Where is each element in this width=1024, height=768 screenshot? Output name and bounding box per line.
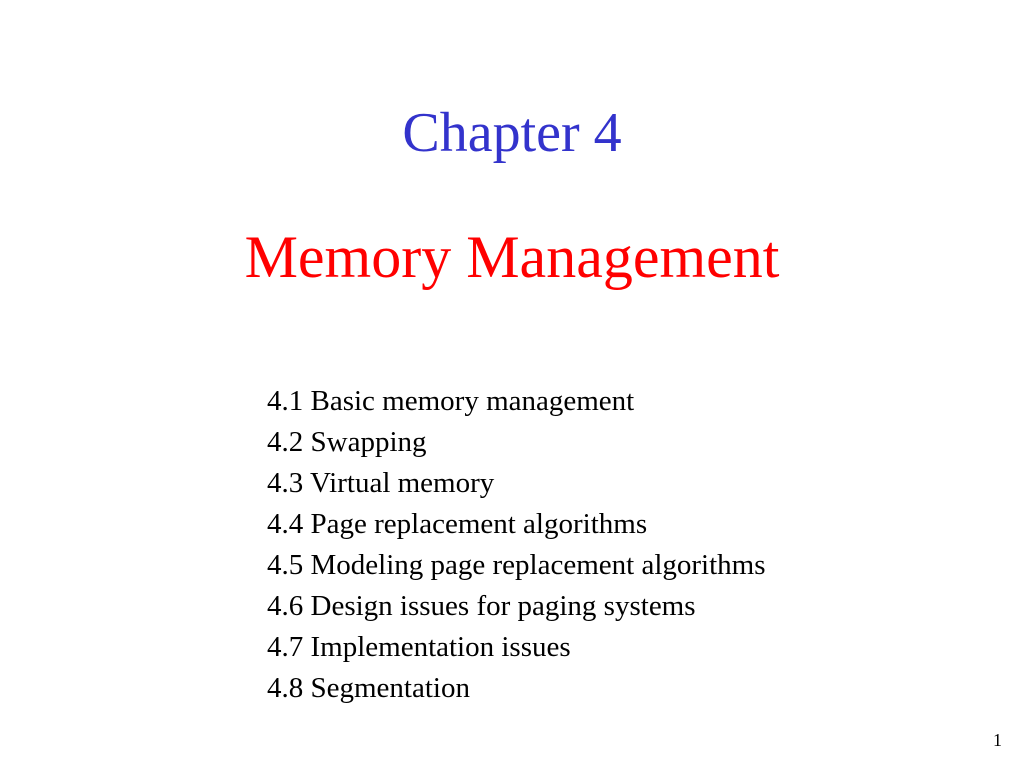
- toc-item-4-7: 4.7 Implementation issues: [267, 631, 571, 663]
- toc-item-4-3: 4.3 Virtual memory: [267, 467, 495, 499]
- toc-item-4-6: 4.6 Design issues for paging systems: [267, 590, 696, 622]
- toc-item-4-2: 4.2 Swapping: [267, 426, 427, 458]
- chapter-heading: Chapter 4: [402, 102, 622, 164]
- toc-item-4-1: 4.1 Basic memory management: [267, 385, 635, 417]
- page-number: 1: [993, 730, 1002, 750]
- table-of-contents: [267, 381, 766, 709]
- toc-item-4-8: 4.8 Segmentation: [267, 672, 470, 704]
- toc-item-4-4: 4.4 Page replacement algorithms: [267, 508, 648, 540]
- slide-title: Memory Management: [244, 224, 780, 290]
- toc-item-4-5: 4.5 Modeling page replacement algorithms: [267, 549, 766, 581]
